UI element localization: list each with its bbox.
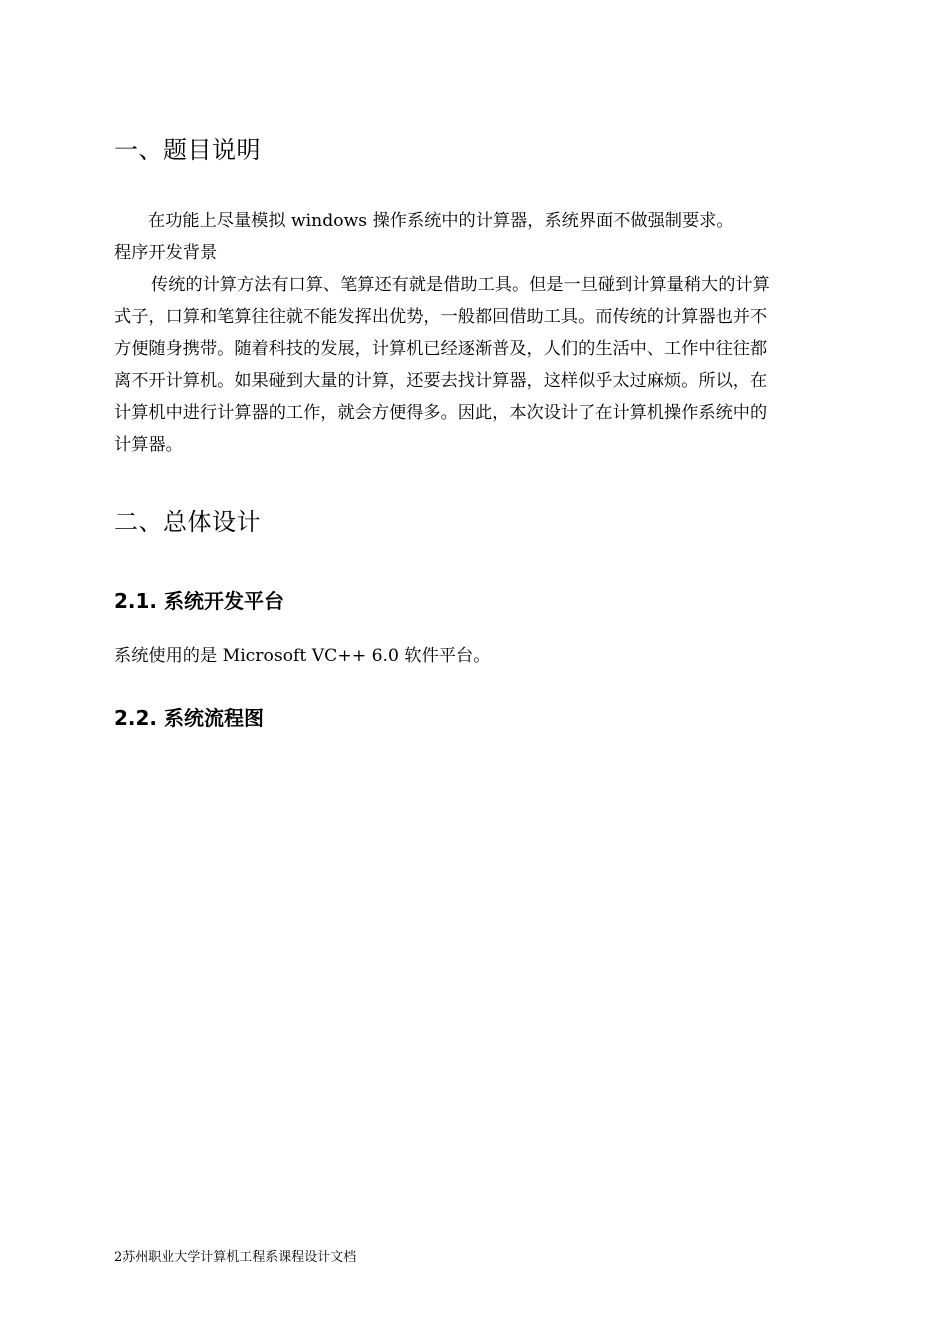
background-title: 程序开发背景: [114, 243, 218, 263]
section-1-heading: 一、题目说明: [114, 136, 261, 164]
background-line: 方便随身携带。随着科技的发展，计算机已经逐渐普及，人们的生活中、工作中往往都: [114, 339, 768, 359]
background-line: 离不开计算机。如果碰到大量的计算，还要去找计算器，这样似乎太过麻烦。所以，在: [114, 371, 768, 391]
background-line: 传统的计算方法有口算、笔算还有就是借助工具。但是一旦碰到计算量稍大的计算: [151, 275, 770, 295]
section-2-heading: 二、总体设计: [114, 508, 261, 536]
subsection-2-1-text: [114, 640, 838, 672]
background-line: 式子，口算和笔算往往就不能发挥出优势，一般都回借助工具。而传统的计算器也并不: [114, 307, 768, 327]
platform-text: 系统使用的是 Microsoft VC++ 6.0 软件平台。: [114, 646, 491, 666]
section-1-intro: [114, 205, 838, 461]
subsection-2-2-heading: 2.2. 系统流程图: [114, 706, 264, 730]
subsection-2-1-heading: 2.1. 系统开发平台: [114, 589, 284, 613]
intro-line: 在功能上尽量模拟 windows 操作系统中的计算器，系统界面不做强制要求。: [148, 211, 734, 231]
background-line: 计算机中进行计算器的工作，就会方便得多。因此，本次设计了在计算机操作系统中的: [114, 403, 768, 423]
background-line: 计算器。: [114, 435, 183, 455]
page-footer: 2苏州职业大学计算机工程系课程设计文档: [114, 1250, 357, 1265]
